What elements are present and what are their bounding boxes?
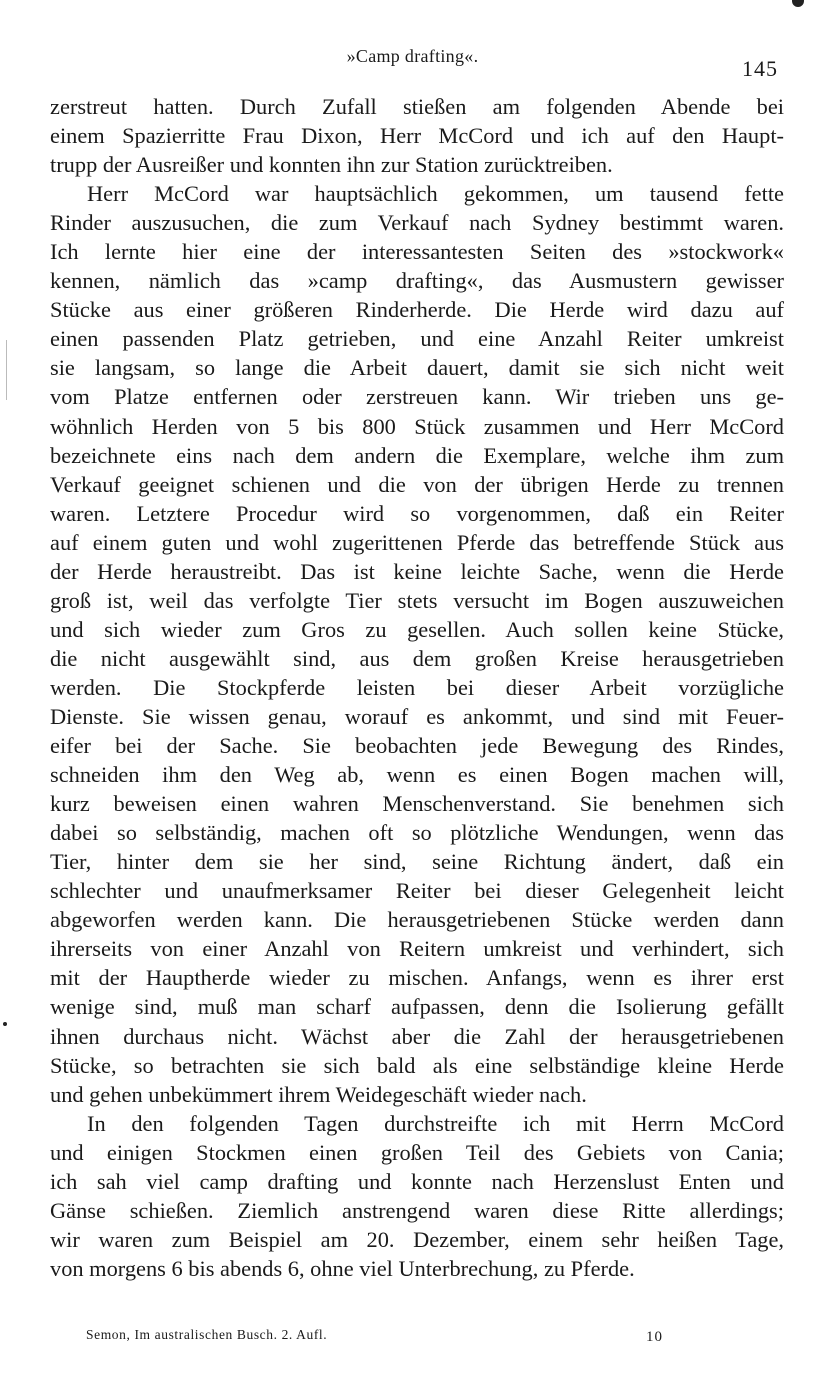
text-line: Dienste. Sie wissen genau, worauf es ankommt, und sind mit Feuer- — [50, 703, 784, 729]
text-line: ihnen durchaus nicht. Wächst aber die Zahl der herausgetriebenen — [50, 1023, 784, 1049]
text-line: Stücke, so betrachten sie sich bald als eine selbständige kleine Herde — [50, 1052, 784, 1078]
text-line: wöhnlich Herden von 5 bis 800 Stück zusammen und Herr McCord — [50, 413, 784, 439]
body-text — [50, 92, 784, 1283]
text-line: schneiden ihm den Weg ab, wenn es einen Bogen machen will, — [50, 762, 784, 788]
text-line: Tier, hinter dem sie her sind, seine Richtung ändert, daß ein — [50, 849, 784, 875]
text-line: In den folgenden Tagen durchstreifte ich mit Herrn McCord — [87, 1110, 784, 1136]
text-line: und einigen Stockmen einen großen Teil des Gebiets von Cania; — [50, 1139, 784, 1165]
text-line: ich sah viel camp drafting und konnte nach Herzenslust Enten und — [50, 1168, 784, 1194]
footer-citation: Semon, Im australischen Busch. 2. Aufl. — [86, 1327, 328, 1342]
text-line: dabei so selbständig, machen oft so plötzliche Wendungen, wenn das — [50, 820, 784, 846]
text-line: waren. Letztere Procedur wird so vorgenommen, daß ein Reiter — [50, 500, 784, 526]
text-line: Verkauf geeignet schienen und die von der übrigen Herde zu trennen — [50, 471, 784, 497]
text-line: auf einem guten und wohl zugerittenen Pferde das betreffende Stück aus — [50, 529, 784, 555]
signature-mark: 10 — [646, 1329, 663, 1345]
text-line: mit der Hauptherde wieder zu mischen. Anfangs, wenn es ihrer erst — [50, 965, 784, 991]
text-line: Gänse schießen. Ziemlich anstrengend waren diese Ritte allerdings; — [50, 1197, 784, 1223]
text-line: eifer bei der Sache. Sie beobachten jede Bewegung des Rindes, — [50, 733, 784, 759]
text-line: kennen, nämlich das »camp drafting«, das Ausmustern gewisser — [50, 268, 784, 294]
text-line: sie langsam, so lange die Arbeit dauert, damit sie sich nicht weit — [50, 355, 784, 381]
page-number: 145 — [742, 56, 778, 81]
text-line: bezeichnete eins nach dem andern die Exemplare, welche ihm zum — [50, 442, 784, 468]
text-line: der Herde heraustreibt. Das ist keine leichte Sache, wenn die Herde — [50, 558, 784, 584]
text-line: Ich lernte hier eine der interessantesten Seiten des »stockwork« — [50, 239, 784, 265]
text-line: abgeworfen werden kann. Die herausgetriebenen Stücke werden dann — [50, 907, 784, 933]
text-line: und sich wieder zum Gros zu gesellen. Auch sollen keine Stücke, — [50, 616, 784, 642]
text-line: wir waren zum Beispiel am 20. Dezember, einem sehr heißen Tage, — [50, 1226, 784, 1252]
text-line: vom Platze entfernen oder zerstreuen kann. Wir trieben uns ge- — [50, 384, 784, 410]
text-line: die nicht ausgewählt sind, aus dem großen Kreise herausgetrieben — [50, 645, 784, 671]
text-line: kurz beweisen einen wahren Menschenverstand. Sie benehmen sich — [50, 791, 784, 817]
text-line: einem Spazierritte Frau Dixon, Herr McCord und ich auf den Haupt- — [50, 123, 784, 149]
text-line: Herr McCord war hauptsächlich gekommen, um tausend fette — [87, 181, 784, 207]
text-line: Rinder auszusuchen, die zum Verkauf nach Sydney bestimmt waren. — [50, 210, 784, 236]
running-title: »Camp drafting«. — [346, 46, 479, 66]
scan-speck — [6, 340, 7, 400]
scan-speck — [792, 0, 804, 7]
text-line: und gehen unbekümmert ihrem Weidegeschäft wieder nach. — [50, 1081, 587, 1107]
text-line: trupp der Ausreißer und konnten ihn zur Station zurücktreiben. — [50, 152, 613, 178]
text-line: zerstreut hatten. Durch Zufall stießen am folgenden Abende bei — [50, 94, 784, 119]
text-line: von morgens 6 bis abends 6, ohne viel Unterbrechung, zu Pferde. — [50, 1255, 635, 1281]
scan-speck — [3, 1022, 7, 1026]
text-line: einen passenden Platz getrieben, und eine Anzahl Reiter umkreist — [50, 326, 784, 352]
text-line: Stücke aus einer größeren Rinderherde. Die Herde wird dazu auf — [50, 297, 784, 323]
text-line: schlechter und unaufmerksamer Reiter bei dieser Gelegenheit leicht — [50, 878, 784, 904]
text-line: werden. Die Stockpferde leisten bei dieser Arbeit vorzügliche — [50, 674, 784, 700]
text-line: ihrerseits von einer Anzahl von Reitern umkreist und verhindert, sich — [50, 936, 784, 962]
text-line: wenige sind, muß man scharf aufpassen, denn die Isolierung gefällt — [50, 994, 784, 1020]
text-line: groß ist, weil das verfolgte Tier stets versucht im Bogen auszuweichen — [50, 587, 784, 613]
